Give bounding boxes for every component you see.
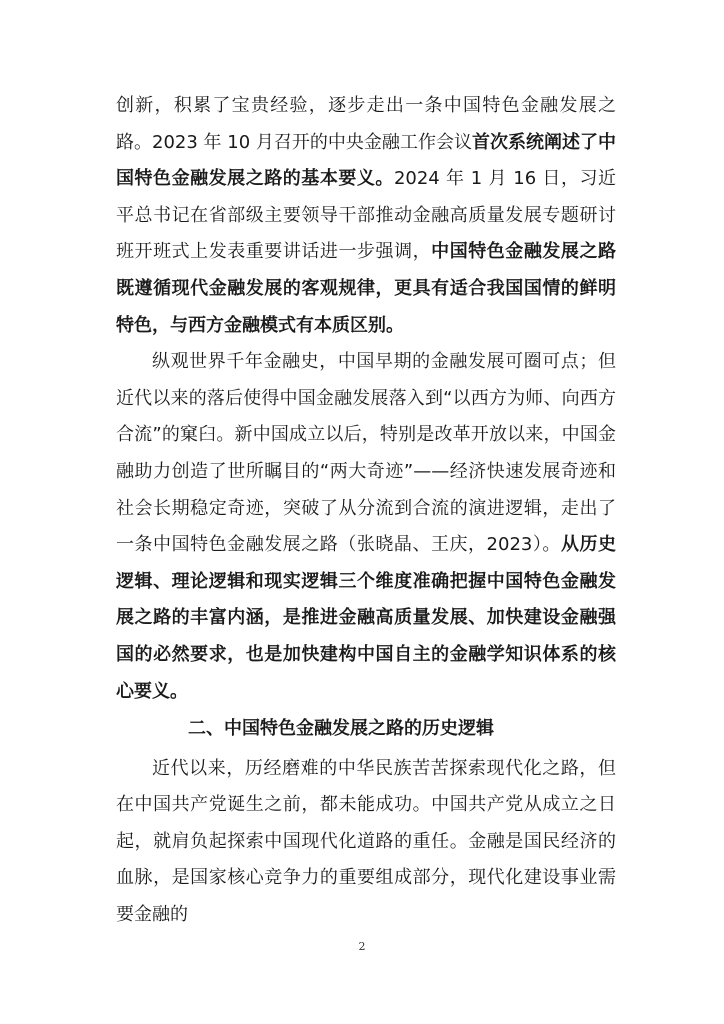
paragraph-2 bbox=[116, 344, 616, 710]
paragraph-1 bbox=[116, 88, 616, 344]
document-body bbox=[116, 88, 616, 934]
paragraph-3: 近代以来，历经磨难的中华民族苦苦探索现代化之路，但在中国共产党诞生之前，都未能成功。中国共产党从成立之日起，就肩负起探索中国现代化道路的重任。金融是国民经济的血脉，是国家核心竞争力的重要组成部分，现代化建设事业需要金融的 bbox=[116, 757, 616, 926]
page-number: 2 bbox=[358, 940, 366, 953]
paragraph-1-run-4-bold: 中国特色金融发展之路既遵循现代金融发展的客观规律，更具有适合我国国情的鲜明特色，与西方金融模式有本质区别。 bbox=[116, 241, 617, 336]
section-heading: 二、中国特色金融发展之路的历史逻辑 bbox=[188, 718, 494, 740]
paragraph-1-run-2-bold: 首次系统阐述了中国特色金融发展之路的基本要义。 bbox=[116, 131, 616, 190]
paragraph-1-run-1: 创新，积累了宝贵经验，逐步走出一条中国特色金融发展之路。2023 年 10 月召开的中央金融工作会议 bbox=[116, 95, 616, 153]
paragraph-2-run-2-bold: 从历史逻辑、理论逻辑和现实逻辑三个维度准确把握中国特色金融发展之路的丰富内涵，是推进金融高质量发展、加快建设金融强国的必然要求，也是加快建构中国自主的金融学知识体系的核心要义。 bbox=[116, 534, 617, 702]
paragraph-2-run-1: 纵观世界千年金融史，中国早期的金融发展可圈可点；但近代以来的落后使得中国金融发展落入到“以西方为师、向西方合流”的窠臼。新中国成立以后，特别是改革开放以来，中国金融助力创造了世所瞩目的“两大奇迹”——经济快速发展奇迹和社会长期稳定奇迹，突破了从分流到合流的演进逻辑，走出了一条中国特色金融发展之路（张晓晶、王庆，2023）。 bbox=[116, 351, 616, 556]
paragraph-1-run-3: 2024 年 1 月 16 日，习近平总书记在省部级主要领导干部推动金融高质量发展专题研讨班开班式上发表重要讲话进一步强调， bbox=[116, 168, 616, 263]
